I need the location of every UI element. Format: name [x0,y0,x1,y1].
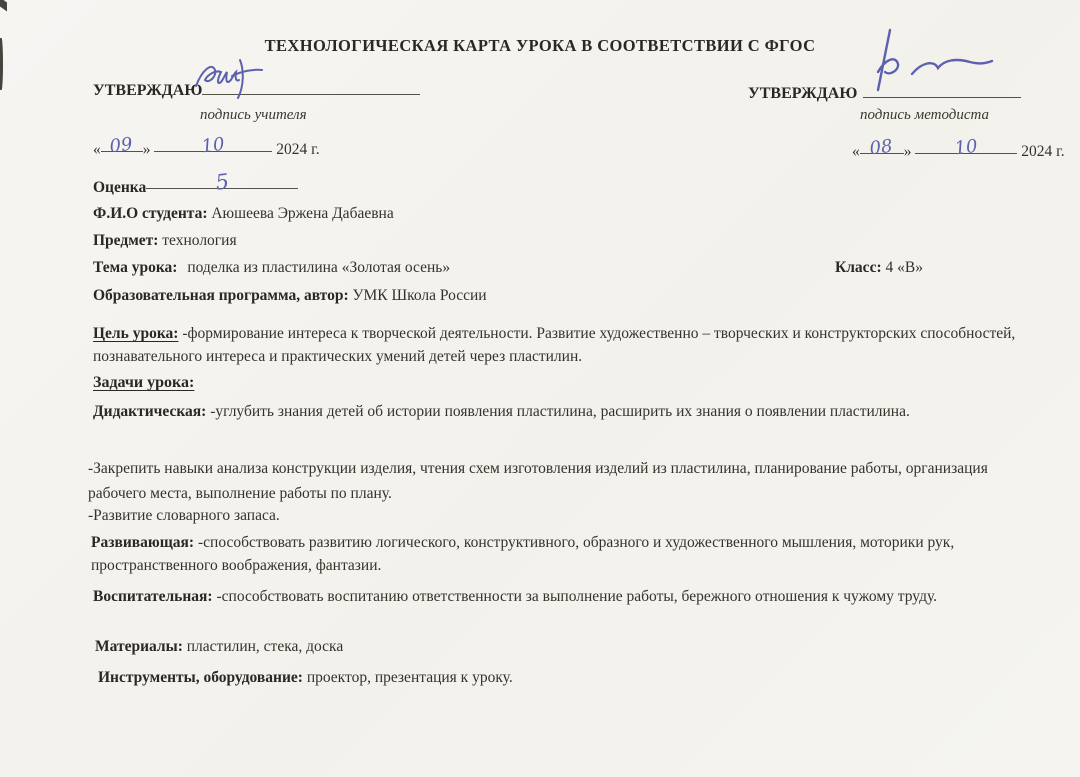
approve-methodist-label: УТВЕРЖДАЮ [748,85,858,102]
teacher-signature-caption: подпись учителя [200,107,307,123]
subject-label: Предмет: [93,232,159,249]
task-developing-label: Развивающая: [91,534,195,551]
teacher-approval-date [93,133,320,161]
task-educational-value: -способствовать воспитанию ответственности за выполнение работы, бережного отношения к чужому труду. [216,588,938,605]
class-value: 4 «В» [885,259,923,276]
methodist-approval-date [852,135,1065,163]
program-value: УМК Школа России [352,287,487,304]
handwritten-month: 10 [953,135,979,160]
materials-value: пластилин, стека, доска [186,638,344,655]
tools-label: Инструменты, оборудование: [98,669,303,686]
quote-open: « [852,143,860,160]
day-underline [101,133,143,158]
tasks-heading: Задачи урока: [93,374,195,391]
grade-label: Оценка [93,179,147,196]
approve-teacher-label: УТВЕРЖДАЮ [93,82,203,99]
class-label: Класс: [835,259,882,276]
document-title: ТЕХНОЛОГИЧЕСКАЯ КАРТА УРОКА В СООТВЕТСТВИИ С ФГОС [264,36,816,55]
teacher-signature-line [202,80,420,95]
month-underline [154,133,272,158]
task-developing-value: -способствовать развитию логического, конструктивного, образного и художественного мышления, моторики рук, пространственного воображения, фантазии. [91,534,955,574]
program-row [93,284,487,307]
student-value: Аюшеева Эржена Дабаевна [211,205,394,222]
task-vocabulary-value: -Развитие словарного запаса. [88,507,280,524]
day-underline [860,135,904,160]
task-didactic [93,400,1018,423]
methodist-signature-caption: подпись методиста [860,107,990,123]
student-label: Ф.И.О студента: [93,205,208,222]
program-label: Образовательная программа, автор: [93,287,349,304]
handwritten-day: 08 [868,135,895,160]
year-text: 2024 г. [1021,143,1065,160]
topic-label: Тема урока: [93,259,178,276]
handwritten-month: 10 [200,133,226,158]
task-developing [91,531,1016,577]
scan-artifact-corner [0,0,7,11]
tasks-heading-row [93,371,194,394]
quote-open: « [93,141,101,158]
month-underline [915,135,1017,160]
task-didactic-value: -углубить знания детей об истории появления пластилина, расширить их знания о появлении пластилина. [210,403,910,420]
task-educational [93,585,1018,608]
task-vocabulary [88,504,280,527]
topic-value: поделка из пластилина «Золотая осень» [187,259,451,276]
task-consolidate [88,456,1013,506]
materials-row [95,635,343,658]
subject-value: технология [162,232,237,249]
tools-row [98,666,513,689]
methodist-signature-line [863,83,1021,98]
quote-close: » [142,141,151,158]
grade-underline [146,169,298,195]
year-text: 2024 г. [276,141,320,158]
goal-value: -формирование интереса к творческой деятельности. Развитие художественно – творческих и конструкторских способностей, познавательного интереса и практических умений детей через пластилин. [93,325,1016,365]
materials-label: Материалы: [95,638,183,655]
task-didactic-label: Дидактическая: [93,403,207,420]
student-row [93,202,394,225]
task-consolidate-value: -Закрепить навыки анализа конструкции изделия, чтения схем изготовления изделий из пластилина, планирование работы, организация рабочего места, выполнение работы по плану. [88,460,988,502]
grade-row [93,169,298,199]
goal-paragraph [93,322,1018,368]
tools-value: проектор, презентация к уроку. [306,669,513,686]
class-row [835,256,923,279]
handwritten-day: 09 [108,133,135,158]
quote-close: » [903,143,912,160]
topic-row [93,256,450,279]
handwritten-grade: 5 [213,169,230,195]
task-educational-label: Воспитательная: [93,588,213,605]
subject-row [93,229,237,252]
goal-label: Цель урока: [93,325,179,342]
